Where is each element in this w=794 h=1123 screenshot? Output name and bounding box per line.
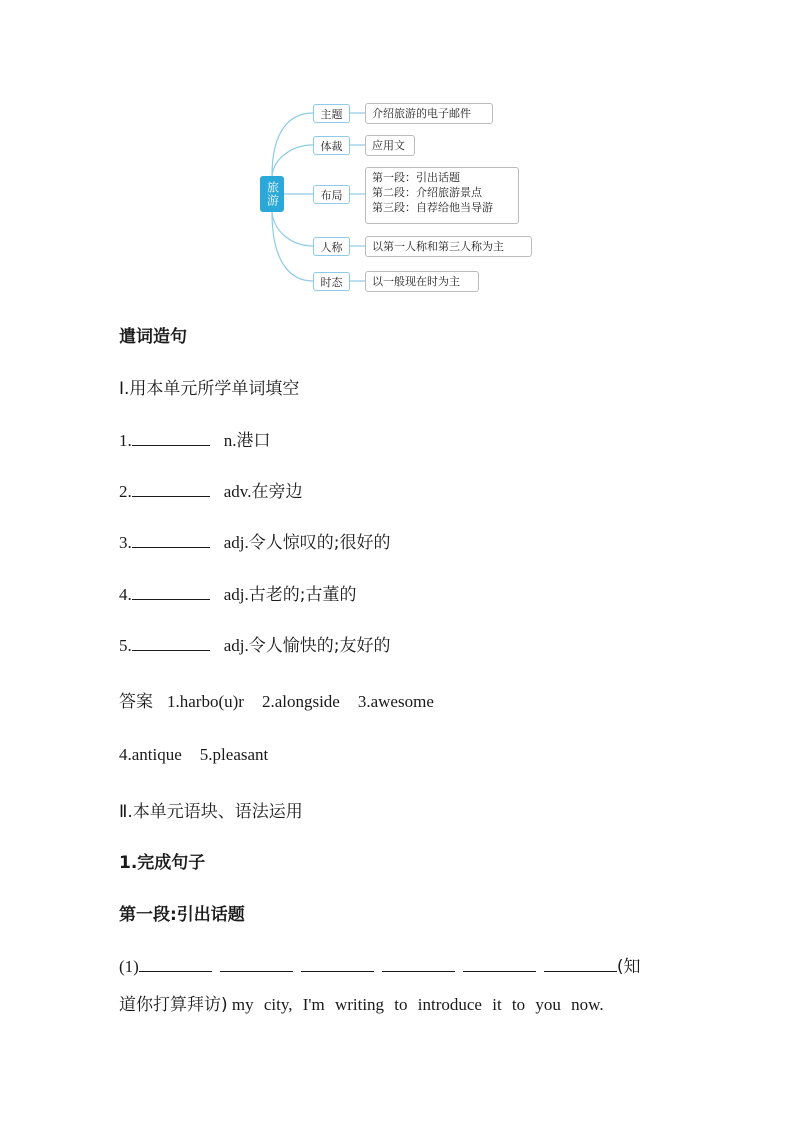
answer-blank[interactable]: [132, 482, 210, 497]
layout-item-2: 第二段：介绍旅游景点: [372, 186, 482, 199]
item-number: 1.: [119, 431, 132, 450]
answer-5: 5.pleasant: [199, 745, 269, 764]
hint-close: 道你打算拜访): [119, 995, 228, 1015]
branch-layout: 布局: [313, 185, 350, 204]
answer-1: 1.harbo(u)r: [167, 692, 244, 711]
section-title: 遣词造句: [119, 327, 187, 347]
item-meaning: 令人愉快的;友好的: [248, 636, 391, 656]
leaf-tense: 以一般现在时为主: [365, 271, 479, 292]
item-number: 5.: [119, 636, 132, 655]
answer-2: 2.alongside: [261, 692, 340, 711]
vocab-item-4: [119, 580, 357, 605]
mind-map-root: 旅游: [260, 176, 284, 212]
item-number: 3.: [119, 533, 132, 552]
part-of-speech: adv.: [223, 482, 252, 501]
part-of-speech: adj.: [223, 636, 249, 655]
item-number: 2.: [119, 482, 132, 501]
sentence-1-line-1: [119, 952, 640, 977]
sentence-1-line-2: [119, 990, 604, 1015]
blank-5[interactable]: [463, 957, 536, 972]
blank-6[interactable]: [544, 957, 617, 972]
branch-person: 人称: [313, 237, 350, 256]
part-of-speech: adj.: [223, 533, 249, 552]
branch-theme: 主题: [313, 104, 350, 123]
blank-3[interactable]: [301, 957, 374, 972]
answer-line-1: [119, 687, 452, 712]
item-meaning: 在旁边: [251, 482, 303, 502]
leaf-layout: [365, 167, 519, 224]
mind-map: [0, 0, 794, 300]
blank-4[interactable]: [382, 957, 455, 972]
part-of-speech: adj.: [223, 585, 249, 604]
blank-2[interactable]: [220, 957, 293, 972]
part2-heading: Ⅱ.本单元语块、语法运用: [119, 802, 303, 822]
answer-blank[interactable]: [132, 636, 210, 651]
item-meaning: 古老的;古董的: [248, 585, 357, 605]
connector-theme: [272, 113, 313, 176]
layout-item-1: 第一段：引出话题: [372, 171, 460, 184]
answer-label: 答案: [119, 692, 153, 712]
question-number: (1): [119, 957, 139, 976]
connector-person: [272, 212, 313, 246]
leaf-person: 以第一人称和第三人称为主: [365, 236, 532, 257]
part1-heading: Ⅰ.用本单元所学单词填空: [119, 379, 300, 399]
connector-tense: [272, 212, 313, 281]
leaf-genre: 应用文: [365, 135, 415, 156]
hint-open: (知: [616, 957, 641, 977]
item-meaning: 令人惊叹的;很好的: [248, 533, 391, 553]
blank-1[interactable]: [139, 957, 212, 972]
part-of-speech: n.: [223, 431, 237, 450]
vocab-item-1: [119, 426, 271, 451]
vocab-item-3: [119, 528, 391, 553]
paragraph-heading: 第一段:引出话题: [119, 905, 245, 925]
layout-item-3: 第三段：自荐给他当导游: [372, 201, 493, 214]
part2-sub1: 1.完成句子: [119, 853, 206, 873]
answer-blank[interactable]: [132, 533, 210, 548]
answer-3: 3.awesome: [357, 692, 434, 711]
connector-genre: [272, 145, 313, 176]
leaf-theme: 介绍旅游的电子邮件: [365, 103, 493, 124]
branch-tense: 时态: [313, 272, 350, 291]
answer-blank[interactable]: [132, 431, 210, 446]
sentence-text: my city, I'm writing to introduce it to you now.: [231, 995, 604, 1014]
branch-genre: 体裁: [313, 136, 350, 155]
vocab-item-5: [119, 631, 391, 656]
item-number: 4.: [119, 585, 132, 604]
vocab-item-2: [119, 477, 302, 502]
item-meaning: 港口: [236, 431, 271, 451]
answer-4: 4.antique: [119, 745, 182, 764]
answer-line-2: [119, 745, 286, 765]
answer-blank[interactable]: [132, 585, 210, 600]
